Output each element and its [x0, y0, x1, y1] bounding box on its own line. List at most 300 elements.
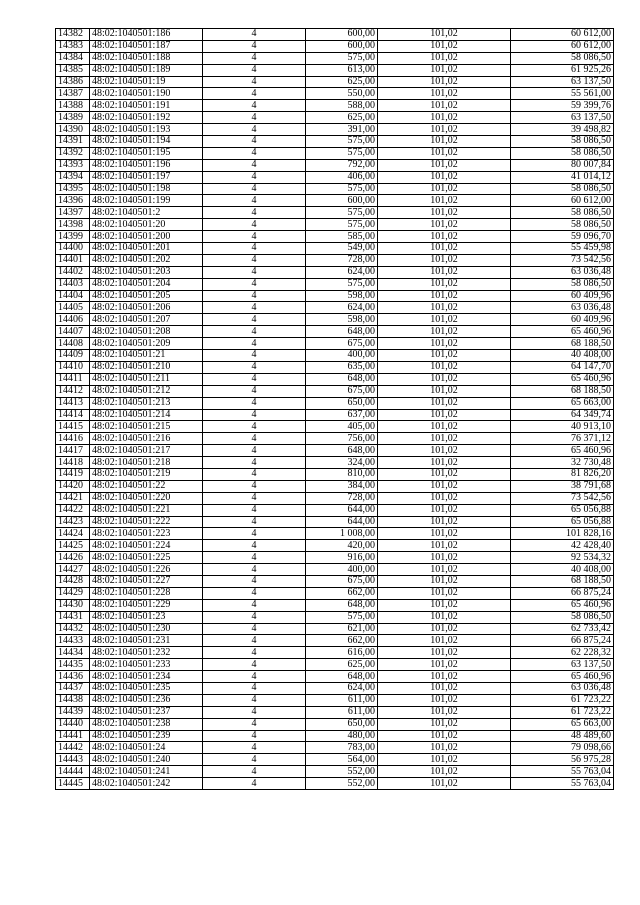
row-number-cell: 14384	[56, 52, 90, 64]
table-row	[56, 326, 614, 338]
rate-cell: 101,02	[378, 266, 511, 278]
table-row	[56, 480, 614, 492]
rate-cell: 101,02	[378, 314, 511, 326]
row-number-cell: 14422	[56, 504, 90, 516]
area-cell: 420,00	[306, 540, 378, 552]
value-cell: 55 763,04	[511, 766, 614, 778]
category-cell: 4	[203, 112, 306, 124]
table-row	[56, 730, 614, 742]
row-number-cell: 14442	[56, 742, 90, 754]
area-cell: 648,00	[306, 326, 378, 338]
cadastral-number-cell: 48:02:1040501:209	[90, 338, 203, 350]
area-cell: 637,00	[306, 409, 378, 421]
table-row	[56, 302, 614, 314]
rate-cell: 101,02	[378, 611, 511, 623]
value-cell: 58 086,50	[511, 207, 614, 219]
rate-cell: 101,02	[378, 421, 511, 433]
row-number-cell: 14405	[56, 302, 90, 314]
rate-cell: 101,02	[378, 433, 511, 445]
table-row	[56, 647, 614, 659]
cadastral-number-cell: 48:02:1040501:229	[90, 599, 203, 611]
cadastral-number-cell: 48:02:1040501:200	[90, 231, 203, 243]
row-number-cell: 14429	[56, 587, 90, 599]
category-cell: 4	[203, 421, 306, 433]
cadastral-number-cell: 48:02:1040501:234	[90, 671, 203, 683]
category-cell: 4	[203, 492, 306, 504]
value-cell: 65 663,00	[511, 718, 614, 730]
row-number-cell: 14408	[56, 338, 90, 350]
area-cell: 662,00	[306, 635, 378, 647]
table-row	[56, 564, 614, 576]
category-cell: 4	[203, 243, 306, 255]
row-number-cell: 14439	[56, 706, 90, 718]
table-row	[56, 671, 614, 683]
table-row	[56, 183, 614, 195]
category-cell: 4	[203, 124, 306, 136]
area-cell: 549,00	[306, 243, 378, 255]
table-row	[56, 314, 614, 326]
row-number-cell: 14416	[56, 433, 90, 445]
rate-cell: 101,02	[378, 540, 511, 552]
category-cell: 4	[203, 171, 306, 183]
cadastral-number-cell: 48:02:1040501:186	[90, 29, 203, 41]
cadastral-number-cell: 48:02:1040501:206	[90, 302, 203, 314]
cadastral-number-cell: 48:02:1040501:233	[90, 659, 203, 671]
value-cell: 64 349,74	[511, 409, 614, 421]
row-number-cell: 14396	[56, 195, 90, 207]
row-number-cell: 14402	[56, 266, 90, 278]
rate-cell: 101,02	[378, 397, 511, 409]
row-number-cell: 14406	[56, 314, 90, 326]
value-cell: 60 409,96	[511, 314, 614, 326]
table-row	[56, 409, 614, 421]
rate-cell: 101,02	[378, 694, 511, 706]
cadastral-number-cell: 48:02:1040501:217	[90, 445, 203, 457]
table-body	[56, 29, 614, 790]
area-cell: 391,00	[306, 124, 378, 136]
category-cell: 4	[203, 766, 306, 778]
rate-cell: 101,02	[378, 290, 511, 302]
cadastral-number-cell: 48:02:1040501:205	[90, 290, 203, 302]
rate-cell: 101,02	[378, 635, 511, 647]
value-cell: 65 460,96	[511, 671, 614, 683]
category-cell: 4	[203, 587, 306, 599]
cadastral-number-cell: 48:02:1040501:22	[90, 480, 203, 492]
category-cell: 4	[203, 599, 306, 611]
table-row	[56, 492, 614, 504]
area-cell: 625,00	[306, 659, 378, 671]
category-cell: 4	[203, 231, 306, 243]
value-cell: 65 663,00	[511, 397, 614, 409]
row-number-cell: 14385	[56, 64, 90, 76]
area-cell: 406,00	[306, 171, 378, 183]
area-cell: 675,00	[306, 385, 378, 397]
area-cell: 648,00	[306, 671, 378, 683]
table-row	[56, 159, 614, 171]
row-number-cell: 14436	[56, 671, 90, 683]
area-cell: 575,00	[306, 136, 378, 148]
cadastral-number-cell: 48:02:1040501:224	[90, 540, 203, 552]
row-number-cell: 14428	[56, 575, 90, 587]
table-row	[56, 338, 614, 350]
area-cell: 810,00	[306, 468, 378, 480]
row-number-cell: 14389	[56, 112, 90, 124]
category-cell: 4	[203, 445, 306, 457]
table-row	[56, 504, 614, 516]
value-cell: 58 086,50	[511, 611, 614, 623]
cadastral-number-cell: 48:02:1040501:239	[90, 730, 203, 742]
row-number-cell: 14387	[56, 88, 90, 100]
category-cell: 4	[203, 88, 306, 100]
value-cell: 60 612,00	[511, 29, 614, 41]
rate-cell: 101,02	[378, 564, 511, 576]
value-cell: 65 460,96	[511, 373, 614, 385]
row-number-cell: 14433	[56, 635, 90, 647]
table-row	[56, 635, 614, 647]
area-cell: 575,00	[306, 207, 378, 219]
rate-cell: 101,02	[378, 528, 511, 540]
area-cell: 384,00	[306, 480, 378, 492]
cadastral-number-cell: 48:02:1040501:21	[90, 350, 203, 362]
value-cell: 63 137,50	[511, 112, 614, 124]
row-number-cell: 14409	[56, 350, 90, 362]
table-row	[56, 207, 614, 219]
row-number-cell: 14383	[56, 40, 90, 52]
area-cell: 575,00	[306, 183, 378, 195]
value-cell: 64 147,70	[511, 361, 614, 373]
rate-cell: 101,02	[378, 278, 511, 290]
row-number-cell: 14392	[56, 147, 90, 159]
row-number-cell: 14403	[56, 278, 90, 290]
cadastral-number-cell: 48:02:1040501:195	[90, 147, 203, 159]
area-cell: 783,00	[306, 742, 378, 754]
value-cell: 55 763,04	[511, 778, 614, 790]
row-number-cell: 14440	[56, 718, 90, 730]
rate-cell: 101,02	[378, 112, 511, 124]
rate-cell: 101,02	[378, 64, 511, 76]
rate-cell: 101,02	[378, 254, 511, 266]
row-number-cell: 14393	[56, 159, 90, 171]
row-number-cell: 14443	[56, 754, 90, 766]
cadastral-number-cell: 48:02:1040501:188	[90, 52, 203, 64]
area-cell: 600,00	[306, 29, 378, 41]
rate-cell: 101,02	[378, 409, 511, 421]
rate-cell: 101,02	[378, 647, 511, 659]
cadastral-number-cell: 48:02:1040501:191	[90, 100, 203, 112]
value-cell: 61 925,26	[511, 64, 614, 76]
rate-cell: 101,02	[378, 587, 511, 599]
rate-cell: 101,02	[378, 350, 511, 362]
category-cell: 4	[203, 647, 306, 659]
value-cell: 66 875,24	[511, 635, 614, 647]
area-cell: 585,00	[306, 231, 378, 243]
row-number-cell: 14419	[56, 468, 90, 480]
table-row	[56, 421, 614, 433]
area-cell: 550,00	[306, 88, 378, 100]
category-cell: 4	[203, 136, 306, 148]
rate-cell: 101,02	[378, 659, 511, 671]
value-cell: 38 791,68	[511, 480, 614, 492]
rate-cell: 101,02	[378, 599, 511, 611]
area-cell: 598,00	[306, 290, 378, 302]
area-cell: 400,00	[306, 564, 378, 576]
table-row	[56, 219, 614, 231]
area-cell: 575,00	[306, 278, 378, 290]
value-cell: 59 399,76	[511, 100, 614, 112]
area-cell: 624,00	[306, 266, 378, 278]
cadastral-number-cell: 48:02:1040501:237	[90, 706, 203, 718]
cadastral-number-cell: 48:02:1040501:225	[90, 552, 203, 564]
area-cell: 756,00	[306, 433, 378, 445]
category-cell: 4	[203, 575, 306, 587]
category-cell: 4	[203, 52, 306, 64]
area-cell: 575,00	[306, 219, 378, 231]
row-number-cell: 14435	[56, 659, 90, 671]
value-cell: 68 188,50	[511, 385, 614, 397]
table-row	[56, 266, 614, 278]
table-row	[56, 385, 614, 397]
table-row	[56, 361, 614, 373]
rate-cell: 101,02	[378, 29, 511, 41]
row-number-cell: 14425	[56, 540, 90, 552]
category-cell: 4	[203, 64, 306, 76]
row-number-cell: 14398	[56, 219, 90, 231]
area-cell: 613,00	[306, 64, 378, 76]
category-cell: 4	[203, 159, 306, 171]
cadastral-number-cell: 48:02:1040501:210	[90, 361, 203, 373]
cadastral-number-cell: 48:02:1040501:226	[90, 564, 203, 576]
table-row	[56, 540, 614, 552]
category-cell: 4	[203, 29, 306, 41]
rate-cell: 101,02	[378, 766, 511, 778]
table-row	[56, 778, 614, 790]
category-cell: 4	[203, 219, 306, 231]
category-cell: 4	[203, 468, 306, 480]
rate-cell: 101,02	[378, 243, 511, 255]
rate-cell: 101,02	[378, 231, 511, 243]
area-cell: 635,00	[306, 361, 378, 373]
cadastral-number-cell: 48:02:1040501:231	[90, 635, 203, 647]
value-cell: 58 086,50	[511, 219, 614, 231]
cadastral-number-cell: 48:02:1040501:222	[90, 516, 203, 528]
cadastral-number-cell: 48:02:1040501:208	[90, 326, 203, 338]
table-row	[56, 599, 614, 611]
table-row	[56, 766, 614, 778]
value-cell: 41 014,12	[511, 171, 614, 183]
value-cell: 63 036,48	[511, 266, 614, 278]
area-cell: 792,00	[306, 159, 378, 171]
cadastral-number-cell: 48:02:1040501:190	[90, 88, 203, 100]
cadastral-number-cell: 48:02:1040501:218	[90, 457, 203, 469]
category-cell: 4	[203, 183, 306, 195]
cadastral-number-cell: 48:02:1040501:201	[90, 243, 203, 255]
area-cell: 616,00	[306, 647, 378, 659]
value-cell: 58 086,50	[511, 147, 614, 159]
area-cell: 611,00	[306, 706, 378, 718]
value-cell: 39 498,82	[511, 124, 614, 136]
cadastral-number-cell: 48:02:1040501:19	[90, 76, 203, 88]
value-cell: 65 460,96	[511, 445, 614, 457]
area-cell: 624,00	[306, 302, 378, 314]
row-number-cell: 14391	[56, 136, 90, 148]
rate-cell: 101,02	[378, 778, 511, 790]
area-cell: 650,00	[306, 718, 378, 730]
category-cell: 4	[203, 76, 306, 88]
cadastral-number-cell: 48:02:1040501:212	[90, 385, 203, 397]
cadastral-number-cell: 48:02:1040501:197	[90, 171, 203, 183]
rate-cell: 101,02	[378, 88, 511, 100]
cadastral-number-cell: 48:02:1040501:216	[90, 433, 203, 445]
value-cell: 55 459,98	[511, 243, 614, 255]
table-row	[56, 659, 614, 671]
rate-cell: 101,02	[378, 40, 511, 52]
area-cell: 575,00	[306, 52, 378, 64]
category-cell: 4	[203, 671, 306, 683]
row-number-cell: 14411	[56, 373, 90, 385]
value-cell: 62 228,32	[511, 647, 614, 659]
cadastral-number-cell: 48:02:1040501:242	[90, 778, 203, 790]
table-row	[56, 231, 614, 243]
category-cell: 4	[203, 361, 306, 373]
row-number-cell: 14400	[56, 243, 90, 255]
cadastral-number-cell: 48:02:1040501:193	[90, 124, 203, 136]
category-cell: 4	[203, 516, 306, 528]
row-number-cell: 14423	[56, 516, 90, 528]
cadastral-number-cell: 48:02:1040501:238	[90, 718, 203, 730]
row-number-cell: 14394	[56, 171, 90, 183]
cadastral-number-cell: 48:02:1040501:196	[90, 159, 203, 171]
category-cell: 4	[203, 480, 306, 492]
value-cell: 56 975,28	[511, 754, 614, 766]
category-cell: 4	[203, 635, 306, 647]
category-cell: 4	[203, 730, 306, 742]
area-cell: 600,00	[306, 40, 378, 52]
area-cell: 405,00	[306, 421, 378, 433]
value-cell: 60 409,96	[511, 290, 614, 302]
row-number-cell: 14418	[56, 457, 90, 469]
category-cell: 4	[203, 326, 306, 338]
area-cell: 728,00	[306, 254, 378, 266]
table-row	[56, 706, 614, 718]
area-cell: 621,00	[306, 623, 378, 635]
rate-cell: 101,02	[378, 742, 511, 754]
row-number-cell: 14438	[56, 694, 90, 706]
category-cell: 4	[203, 694, 306, 706]
cadastral-number-cell: 48:02:1040501:23	[90, 611, 203, 623]
category-cell: 4	[203, 278, 306, 290]
cadastral-number-cell: 48:02:1040501:192	[90, 112, 203, 124]
category-cell: 4	[203, 314, 306, 326]
row-number-cell: 14412	[56, 385, 90, 397]
cadastral-number-cell: 48:02:1040501:199	[90, 195, 203, 207]
row-number-cell: 14397	[56, 207, 90, 219]
value-cell: 80 007,84	[511, 159, 614, 171]
value-cell: 48 489,60	[511, 730, 614, 742]
value-cell: 61 723,22	[511, 694, 614, 706]
rate-cell: 101,02	[378, 361, 511, 373]
value-cell: 65 460,96	[511, 326, 614, 338]
value-cell: 65 460,96	[511, 599, 614, 611]
cadastral-number-cell: 48:02:1040501:228	[90, 587, 203, 599]
category-cell: 4	[203, 778, 306, 790]
area-cell: 400,00	[306, 350, 378, 362]
cadastral-number-cell: 48:02:1040501:2	[90, 207, 203, 219]
row-number-cell: 14444	[56, 766, 90, 778]
table-row	[56, 40, 614, 52]
category-cell: 4	[203, 266, 306, 278]
rate-cell: 101,02	[378, 468, 511, 480]
cadastral-number-cell: 48:02:1040501:232	[90, 647, 203, 659]
value-cell: 68 188,50	[511, 338, 614, 350]
value-cell: 65 056,88	[511, 516, 614, 528]
area-cell: 575,00	[306, 611, 378, 623]
rate-cell: 101,02	[378, 623, 511, 635]
value-cell: 40 408,00	[511, 350, 614, 362]
category-cell: 4	[203, 623, 306, 635]
row-number-cell: 14395	[56, 183, 90, 195]
row-number-cell: 14388	[56, 100, 90, 112]
rate-cell: 101,02	[378, 671, 511, 683]
area-cell: 648,00	[306, 599, 378, 611]
area-cell: 600,00	[306, 195, 378, 207]
table-row	[56, 52, 614, 64]
category-cell: 4	[203, 706, 306, 718]
category-cell: 4	[203, 207, 306, 219]
category-cell: 4	[203, 409, 306, 421]
cadastral-value-table	[55, 28, 614, 790]
table-row	[56, 457, 614, 469]
area-cell: 588,00	[306, 100, 378, 112]
rate-cell: 101,02	[378, 207, 511, 219]
category-cell: 4	[203, 564, 306, 576]
area-cell: 625,00	[306, 76, 378, 88]
rate-cell: 101,02	[378, 171, 511, 183]
cadastral-number-cell: 48:02:1040501:187	[90, 40, 203, 52]
area-cell: 675,00	[306, 575, 378, 587]
table-row	[56, 195, 614, 207]
cadastral-number-cell: 48:02:1040501:189	[90, 64, 203, 76]
area-cell: 480,00	[306, 730, 378, 742]
table-row	[56, 76, 614, 88]
cadastral-number-cell: 48:02:1040501:211	[90, 373, 203, 385]
cadastral-number-cell: 48:02:1040501:230	[90, 623, 203, 635]
value-cell: 63 137,50	[511, 76, 614, 88]
rate-cell: 101,02	[378, 552, 511, 564]
rate-cell: 101,02	[378, 52, 511, 64]
cadastral-number-cell: 48:02:1040501:215	[90, 421, 203, 433]
rate-cell: 101,02	[378, 385, 511, 397]
area-cell: 324,00	[306, 457, 378, 469]
cadastral-number-cell: 48:02:1040501:204	[90, 278, 203, 290]
cadastral-number-cell: 48:02:1040501:240	[90, 754, 203, 766]
table-row	[56, 124, 614, 136]
table-row	[56, 754, 614, 766]
table-row	[56, 682, 614, 694]
area-cell: 552,00	[306, 766, 378, 778]
category-cell: 4	[203, 254, 306, 266]
category-cell: 4	[203, 754, 306, 766]
area-cell: 916,00	[306, 552, 378, 564]
value-cell: 58 086,50	[511, 52, 614, 64]
rate-cell: 101,02	[378, 136, 511, 148]
value-cell: 58 086,50	[511, 136, 614, 148]
value-cell: 101 828,16	[511, 528, 614, 540]
row-number-cell: 14424	[56, 528, 90, 540]
table-row	[56, 64, 614, 76]
table-row	[56, 373, 614, 385]
category-cell: 4	[203, 659, 306, 671]
value-cell: 92 534,32	[511, 552, 614, 564]
